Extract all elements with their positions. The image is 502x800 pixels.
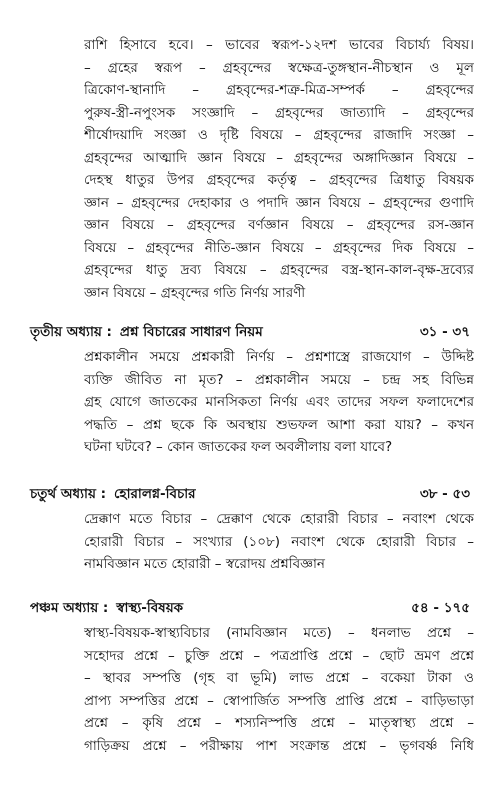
chapter-summary [84,622,474,757]
chapter-heading [30,483,470,505]
chapter-title: স্বাস্থ্য-বিষয়ক [116,599,184,616]
contents-line: পুরুষ-স্ত্রী-নপুংসক সংজ্ঞাদি – গ্রহবৃন্দের জাত্যাদি – গ্রহবৃন্দের [84,104,474,121]
chapter-summary [84,508,474,576]
chapter-title: হোরালগ্ন-বিচার [114,485,196,502]
chapter-heading [30,321,470,343]
chapter-summary [84,346,474,459]
page-range: ৩৮ - ৫৩ [419,485,470,502]
contents-line: গ্রহবৃন্দের আত্মাদি জ্ঞান বিষয়ে – গ্রহবৃন্দের অঙ্গাদিজ্ঞান বিষয়ে – [84,149,474,166]
contents-line: দ্রেক্কাণ মতে বিচার – দ্রেক্কাণ থেকে হোরারী বিচার – নবাংশ থেকে [84,511,474,527]
contents-line: হোরারী বিচার – সংখ্যার (১০৮) নবাংশ থেকে হোরারী বিচার – [84,533,474,550]
contents-line: জ্ঞান বিষয়ে – গ্রহবৃন্দের গতি নির্ণয় সারণী [84,284,306,301]
contents-line: ব্যক্তি জীবিত না মৃত? – প্রশ্নকালীন সময়ে – চন্দ্র সহ বিভিন্ন [84,371,474,388]
chapter-heading [30,597,470,619]
page-range: ৩১ - ৩৭ [419,323,470,340]
contents-line: স্বাস্থ্য-বিষয়ক-স্বাস্থ্যবিচার (নামবিজ্ঞান মতে) – ধনলাভ প্রশ্নে – [84,625,474,641]
chapter-number: তৃতীয় অধ্যায় : [30,323,112,340]
contents-line: প্রশ্নে – কৃষি প্রশ্নে – শস্যনিস্পত্তি প্রশ্নে – মাতৃস্বাস্থ্য প্রশ্নে – [84,715,474,731]
contents-line: প্রাপ্য সম্পত্তির প্রশ্নে – স্বোপার্জিত সম্পত্তি প্রাপ্তি প্রশ্নে – বাড়িভাড়া [84,692,474,709]
chapter-number: পঞ্চম অধ্যায় : [30,599,109,616]
page-range: ৫৪ - ১৭৫ [411,599,470,616]
contents-line: বিষয়ে – গ্রহবৃন্দের নীতি-জ্ঞান বিষয়ে – গ্রহবৃন্দের দিক বিষয়ে – [84,239,474,256]
contents-line: সহোদর প্রশ্নে – চুক্তি প্রশ্নে – পত্রপ্রাপ্তি প্রশ্নে – ছোট ভ্রমণ প্রশ্নে [84,647,474,664]
contents-line: গ্রহ যোগে জাতকের মানসিকতা নির্ণয় এবং তাদের সফল ফলাদেশের [84,394,474,410]
contents-line: রাশি হিসাবে হবে। – ভাবের স্বরূপ-১২দশ ভাবের বিচার্য্য বিষয়। [84,37,474,53]
chapter-title: প্রশ্ন বিচারের সাধারণ নিয়ম [119,323,263,340]
contents-line: ত্রিকোণ-স্থানাদি – গ্রহবৃন্দের-শত্রু-মিত্র-সম্পর্ক – গ্রহবৃন্দের [84,82,474,98]
contents-line: পদ্ধতি – প্রশ্ন ছকে কি অবস্থায় শুভফল আশা করা যায়? – কখন [84,416,474,433]
contents-line: – গ্রহের স্বরূপ – গ্রহবৃন্দের স্বক্ষেত্র-তুঙ্গস্থান-নীচস্থান ও মূল [84,59,474,76]
contents-line: ঘটনা ঘটবে? – কোন জাতকের ফল অবলীলায় বলা যাবে? [84,439,393,455]
contents-line: জ্ঞান বিষয়ে – গ্রহবৃন্দের বর্ণজ্ঞান বিষয়ে – গ্রহবৃন্দের রস-জ্ঞান [84,217,474,233]
contents-line: শীর্ষোদয়াদি সংজ্ঞা ও দৃষ্টি বিষয়ে – গ্রহবৃন্দের রাজাদি সংজ্ঞা – [84,127,474,143]
contents-line: গাড়িক্রয় প্রশ্নে – পরীক্ষায় পাশ সংক্রান্ত প্রশ্নে – ভৃগবর্ষ্ণ নিধি [84,737,474,754]
contents-line: – স্থাবর সম্পত্তি (গৃহ বা ভূমি) লাভ প্রশ্নে – বকেয়া টাকা ও [84,670,474,686]
contents-line: প্রশ্নকালীন সময়ে প্রশ্নকারী নির্ণয় – প্রশ্নশাস্ত্রে রাজযোগ – উদ্দিষ্ট [84,349,474,365]
contents-line: জ্ঞান – গ্রহবৃন্দের দেহাকার ও পদাদি জ্ঞান বিষয়ে – গ্রহবৃন্দের গুণাদি [84,194,474,211]
contents-line: নামবিজ্ঞান মতে হোরারী – স্বরোদয় প্রশ্নবিজ্ঞান [84,556,325,572]
intro-contents-block [84,34,474,304]
chapter-number: চতুর্থ অধ্যায় : [30,485,106,502]
contents-line: দেহস্থ ধাতুর উপর গ্রহবৃন্দের কর্তৃত্ব – গ্রহবৃন্দের ত্রিধাতু বিষয়ক [84,172,474,188]
contents-line: গ্রহবৃন্দের ধাতু দ্রব্য বিষয়ে – গ্রহবৃন্দের বস্ত্র-স্থান-কাল-বৃক্ষ-দ্রব্যের [84,262,474,278]
